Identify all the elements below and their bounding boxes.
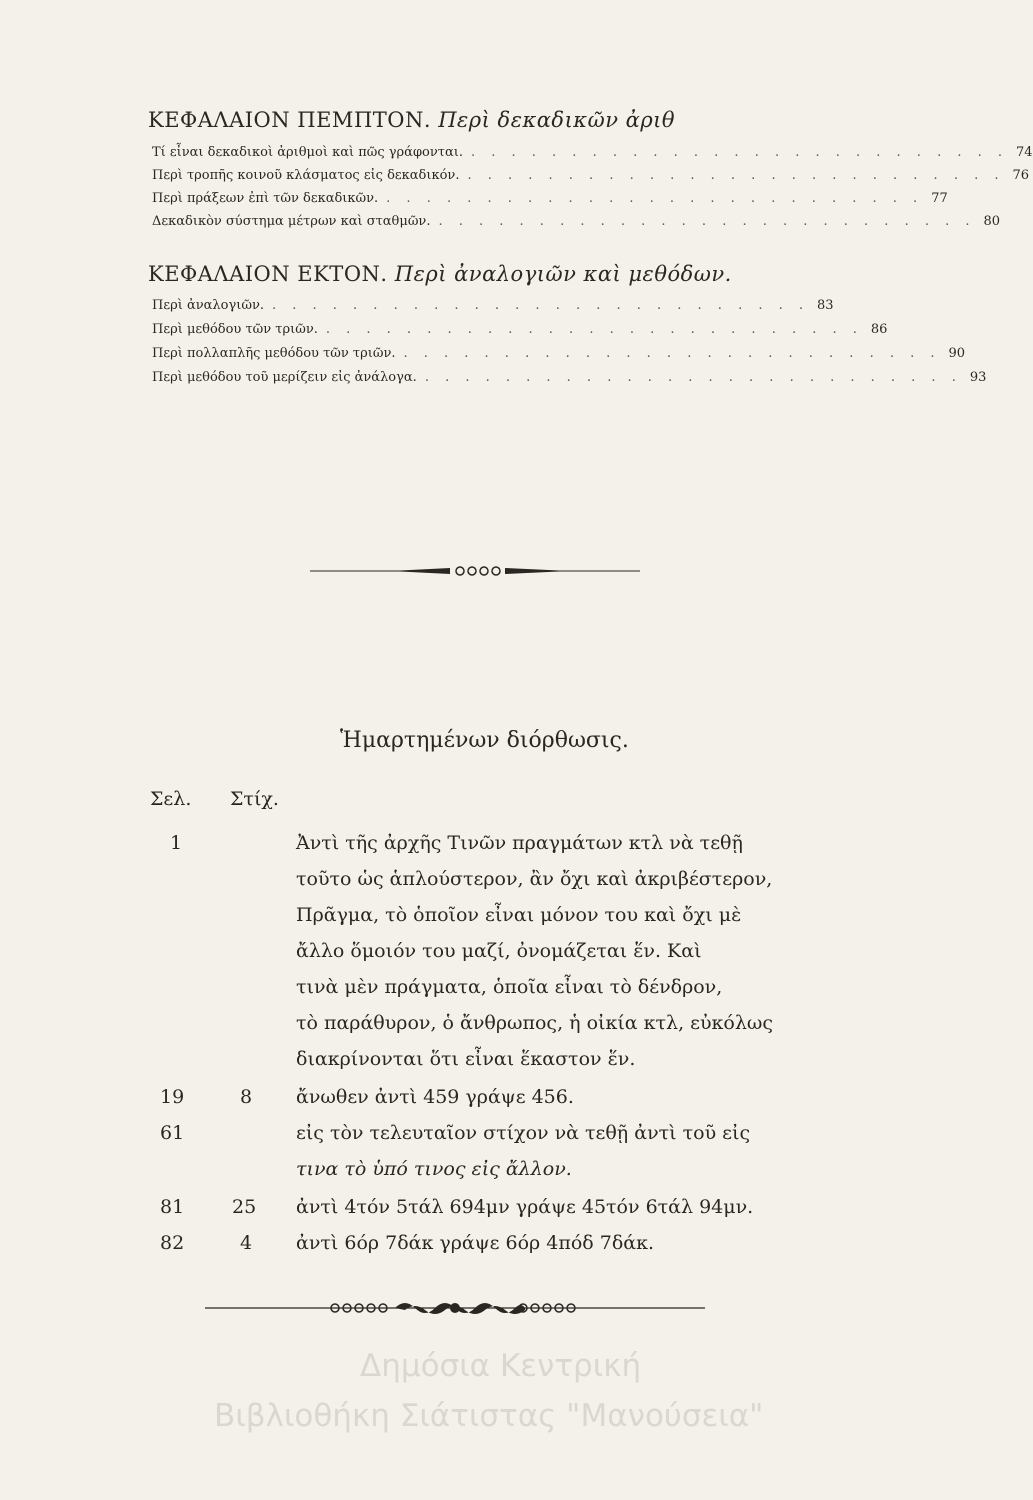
- ornamental-rule-icon: [205, 1296, 705, 1320]
- errata-text-line: εἰς τὸν τελευταῖον στίχον νὰ τεθῇ ἀντὶ τοῦ εἰς: [296, 1122, 751, 1144]
- chapter-6-subject: Περὶ ἀναλογιῶν καὶ μεθόδων.: [394, 262, 732, 286]
- toc-entry-page: 86: [870, 322, 888, 337]
- chapter-5-label: ΚΕΦΑΛΑΙΟΝ ΠΕΜΠΤΟΝ.: [148, 108, 432, 132]
- library-watermark-line-2: Βιβλιοθήκη Σιάτιστας "Μανούσεια": [214, 1398, 764, 1434]
- toc-entry-page: 76: [1012, 168, 1030, 183]
- toc-entry: [152, 191, 948, 213]
- toc-entry-page: 90: [948, 346, 966, 361]
- toc-entry-page: 77: [931, 191, 948, 206]
- errata-page-number: 1: [170, 832, 183, 854]
- leader-dots: . . . . . . . . . . . . . . . . . . . . . . . . . . .: [438, 214, 976, 229]
- toc-entry-title: Περὶ πράξεων ἐπὶ τῶν δεκαδικῶν.: [152, 191, 379, 206]
- toc-entry-title: Περὶ τροπῆς κοινοῦ κλάσματος εἰς δεκαδικόν.: [152, 168, 460, 183]
- errata-text-line: τινὰ μὲν πράγματα, ὁποῖα εἶναι τὸ δένδρον,: [296, 976, 723, 998]
- toc-entry-title: Δεκαδικὸν σύστημα μέτρων καὶ σταθμῶν.: [152, 214, 431, 229]
- chapter-5-subject: Περὶ δεκαδικῶν ἀριθ: [438, 108, 676, 132]
- toc-entry: [152, 346, 966, 368]
- errata-page-number: 19: [160, 1086, 185, 1108]
- chapter-5-heading: [148, 108, 675, 132]
- errata-page-number: 61: [160, 1122, 185, 1144]
- errata-line-number: 8: [240, 1086, 253, 1108]
- toc-entry-title: Τί εἶναι δεκαδικοὶ ἀριθμοὶ καὶ πῶς γράφονται.: [152, 145, 463, 160]
- chapter-6-label: ΚΕΦΑΛΑΙΟΝ ΕΚΤΟΝ.: [148, 262, 388, 286]
- errata-line-number: 4: [240, 1232, 253, 1254]
- leader-dots: . . . . . . . . . . . . . . . . . . . . . . . . . . .: [386, 191, 924, 206]
- leader-dots: . . . . . . . . . . . . . . . . . . . . . . . . . . .: [467, 168, 1005, 183]
- errata-text-line: τοῦτο ὡς ἁπλούστερον, ἂν ὄχι καὶ ἀκριβέστερον,: [296, 868, 773, 890]
- errata-text-line: τινα τὸ ὑπό τινος εἰς ἄλλον.: [296, 1158, 572, 1180]
- errata-text-line: διακρίνονται ὅτι εἶναι ἕκαστον ἕν.: [296, 1048, 636, 1070]
- toc-entry-title: Περὶ μεθόδου τῶν τριῶν.: [152, 322, 318, 337]
- leader-dots: . . . . . . . . . . . . . . . . . . . . . . . . . . .: [424, 370, 962, 385]
- toc-entry: [152, 298, 834, 320]
- errata-title: Ἡμαρτημένων διόρθωσις.: [340, 728, 629, 753]
- column-header-page: Σελ.: [150, 788, 192, 810]
- errata-text-line: τὸ παράθυρον, ὁ ἄνθρωπος, ἡ οἰκία κτλ, εὐκόλως: [296, 1012, 774, 1034]
- leader-dots: . . . . . . . . . . . . . . . . . . . . . . . . . . .: [470, 145, 1008, 160]
- toc-entry: [152, 214, 1001, 236]
- leader-dots: . . . . . . . . . . . . . . . . . . . . . . . . . . .: [403, 346, 941, 361]
- errata-text-line: ἀντὶ 4τόν 5τάλ 694μν γράψε 45τόν 6τάλ 94μν.: [296, 1196, 754, 1218]
- column-header-line: Στίχ.: [230, 788, 279, 810]
- leader-dots: . . . . . . . . . . . . . . . . . . . . . . . . . . .: [325, 322, 863, 337]
- toc-entry-page: 80: [983, 214, 1001, 229]
- leader-dots: . . . . . . . . . . . . . . . . . . . . . . . . . . .: [271, 298, 809, 313]
- library-watermark-line-1: Δημόσια Κεντρική: [360, 1348, 642, 1384]
- toc-entry: [152, 370, 987, 392]
- errata-page-number: 82: [160, 1232, 185, 1254]
- toc-entry-page: 83: [817, 298, 834, 313]
- errata-text-line: ἀντὶ 6όρ 7δάκ γράψε 6όρ 4πόδ 7δάκ.: [296, 1232, 655, 1254]
- toc-entry: [152, 145, 1033, 167]
- chapter-6-heading: [148, 262, 732, 286]
- errata-text-line: Πρᾶγμα, τὸ ὁποῖον εἶναι μόνον του καὶ ὄχι μὲ: [296, 904, 742, 926]
- toc-entry-title: Περὶ μεθόδου τοῦ μερίζειν εἰς ἀνάλογα.: [152, 370, 417, 385]
- errata-page-number: 81: [160, 1196, 185, 1218]
- ornamental-rule-icon: [310, 560, 640, 582]
- errata-line-number: 25: [232, 1196, 257, 1218]
- errata-text-line: ἄνωθεν ἀντὶ 459 γράψε 456.: [296, 1086, 574, 1108]
- errata-text-line: ἄλλο ὅμοιόν του μαζί, ὀνομάζεται ἕν. Καὶ: [296, 940, 702, 962]
- errata-text-line: Ἀντὶ τῆς ἀρχῆς Τινῶν πραγμάτων κτλ νὰ τεθῇ: [296, 832, 743, 854]
- toc-entry-title: Περὶ πολλαπλῆς μεθόδου τῶν τριῶν.: [152, 346, 396, 361]
- toc-entry-title: Περὶ ἀναλογιῶν.: [152, 298, 264, 313]
- toc-entry: [152, 168, 1030, 190]
- toc-entry-page: 74: [1016, 145, 1033, 160]
- toc-entry: [152, 322, 888, 344]
- toc-entry-page: 93: [969, 370, 987, 385]
